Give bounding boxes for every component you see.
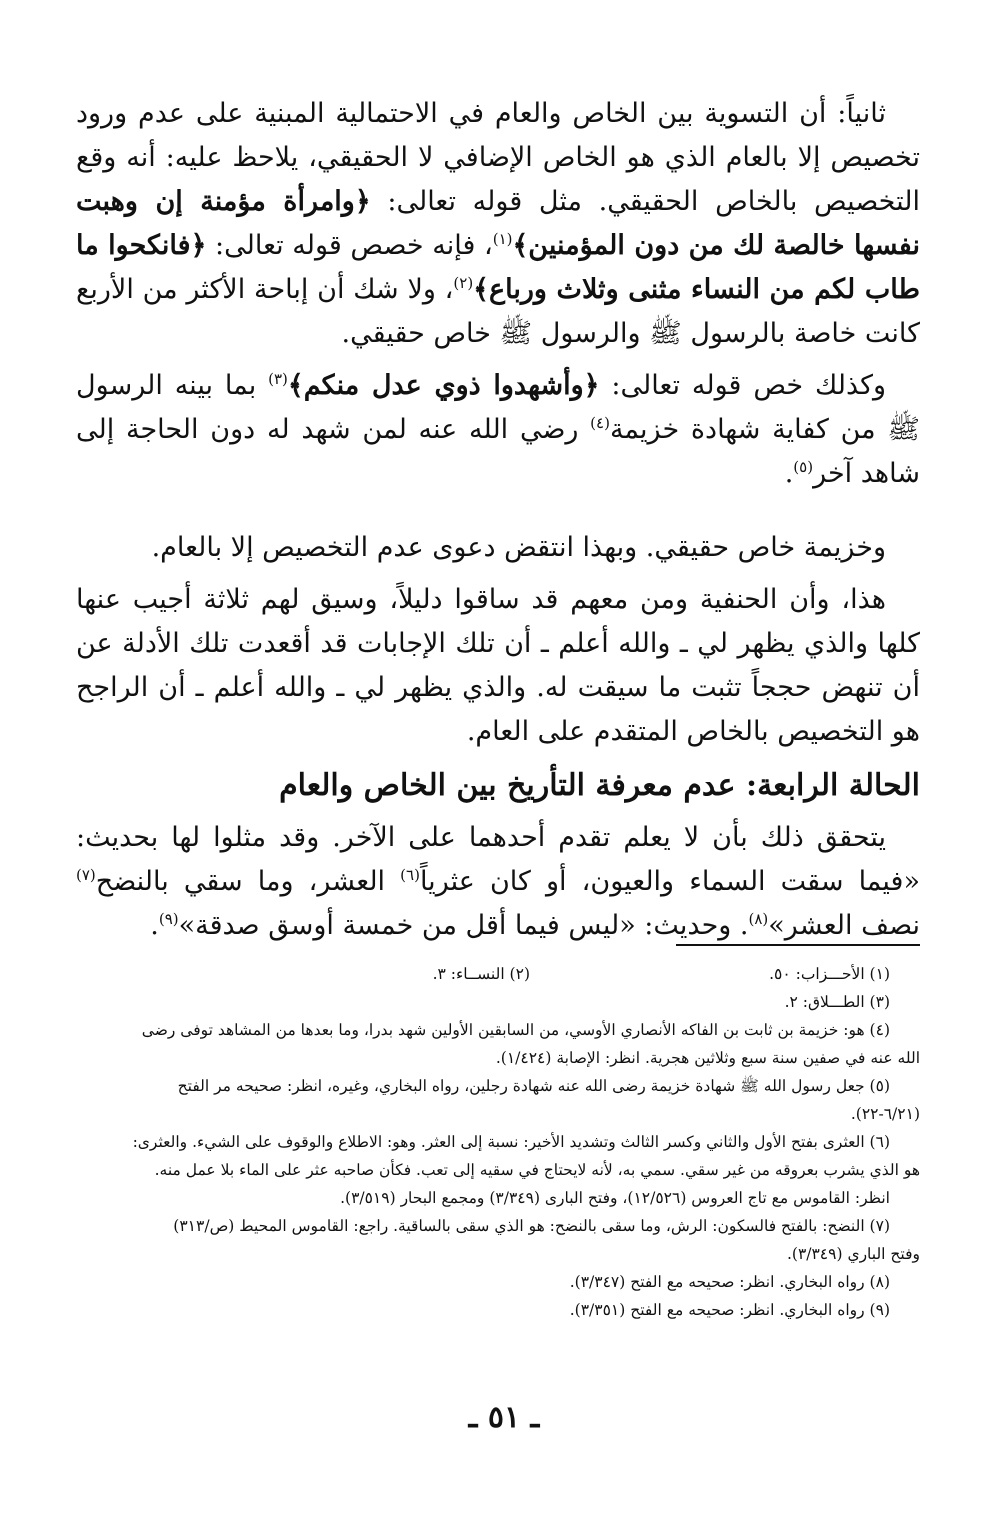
paragraph-text: يتحقق ذلك بأن لا يعلم تقدم أحدهما على الآخر. وقد مثلوا لها بحديث: «فيما سقت السماء والعيون، أو كان عثرياً bbox=[76, 822, 920, 897]
footnote-5-cont: (٦/٢١-٢٢). bbox=[850, 1105, 920, 1123]
paragraph-second-point bbox=[76, 92, 920, 356]
paragraph-text: . bbox=[784, 458, 794, 489]
footnote-6-ref: انظر: القاموس مع تاج العروس (١٢/٥٢٦)، وفتح البارى (٣/٣٤٩) ومجمع البحار (٣/٥١٩). bbox=[340, 1189, 890, 1207]
footnote-3: (٣) الطـــلاق: ٢. bbox=[784, 993, 890, 1011]
footnote-2: (٢) النســاء: ٣. bbox=[432, 965, 530, 983]
quran-quote: ﴿فانكحوا ما طاب لكم من النساء مثنى وثلاث ورباع﴾ bbox=[76, 230, 921, 305]
quran-quote: ﴿وامرأة مؤمنة إن وهبت نفسها خالصة لك من دون المؤمنين﴾ bbox=[76, 186, 920, 261]
paragraph-text: رضي الله عنه لمن شهد له دون الحاجة إلى شاهد آخر bbox=[76, 414, 920, 489]
footnote-marker: (٦) bbox=[400, 866, 420, 884]
footnotes bbox=[70, 960, 920, 1324]
paragraph-text: نصف العشر» bbox=[768, 910, 920, 941]
paragraph-khuzayma bbox=[76, 364, 920, 496]
footnote-5: (٥) جعل رسول الله ﷺ شهادة خزيمة رضى الله عنه شهادة رجلين، رواه البخاري، وغيره، انظر: صحيحه مر الفتح bbox=[177, 1077, 890, 1095]
footnote-4: (٤) هو: خزيمة بن ثابت بن الفاكه الأنصاري الأوسي، من السابقين الأولين شهد بدرا، وما بعدها من المشاهد توفى رضى bbox=[141, 1021, 890, 1039]
paragraph-text: ثانياً: أن التسوية بين الخاص والعام في الاحتمالية المبنية على عدم ورود تخصيص إلا بالعام الذي هو الخاص الإضافي لا الحقيقي، يلاحظ عليه: أنه وقع التخصيص بالخاص الحقيقي. مثل قوله تعالى: bbox=[76, 98, 920, 217]
footnote-marker: (٥) bbox=[793, 458, 814, 476]
footnote-8: (٨) رواه البخاري. انظر: صحيحه مع الفتح (٣/٣٤٧). bbox=[569, 1273, 890, 1291]
quran-quote: ﴿وأشهدوا ذوي عدل منكم﴾ bbox=[287, 370, 600, 401]
paragraph-text: بما بينه الرسول ﷺ من كفاية شهادة خزيمة bbox=[76, 370, 920, 445]
paragraph-text: وكذلك خص قوله تعالى: bbox=[611, 370, 887, 401]
footnote-7: (٧) النضح: بالفتح فالسكون: الرش، وما سقى بالنضح: هو الذي سقى بالساقية. راجع: القاموس المحيط (ص/٣١٣) bbox=[173, 1217, 890, 1235]
paragraph-conclusion: وخزيمة خاص حقيقي. وبهذا انتقض دعوى عدم التخصيص إلا بالعام. bbox=[151, 532, 886, 563]
footnote-marker: (٣) bbox=[268, 370, 288, 388]
footnote-marker: (٢) bbox=[453, 274, 474, 292]
footnote-6-cont: هو الذي يشرب بعروقه من غير سقي. سمي به، لأنه لايحتاج في سقيه إلى تعب. فكأن صاحبه عثر على الماء بلا عمل منه. bbox=[154, 1161, 920, 1179]
paragraph-hanafi: هذا، وأن الحنفية ومن معهم قد ساقوا دليلاً، وسيق لهم ثلاثة أجيب عنها كلها والذي يظهر لي ـ والله أعلم ـ أن تلك الإجابات قد أقعدت تلك الأدلة عن أن تنهض حججاً تثبت ما سيقت له. والذي يظهر لي ـ والله أعلم ـ أن الراجح هو التخصيص بالخاص المتقدم على العام. bbox=[76, 584, 920, 747]
paragraph-text: العشر، وما سقي بالنضح bbox=[95, 866, 401, 897]
footnote-marker: (٩) bbox=[158, 910, 179, 928]
footnote-marker: (٧) bbox=[76, 866, 96, 884]
footnote-divider bbox=[676, 944, 920, 946]
section-heading: الحالة الرابعة: عدم معرفة التأريخ بين الخاص والعام bbox=[279, 768, 920, 803]
paragraph-text: ، فإنه خصص قوله تعالى: bbox=[215, 230, 493, 261]
paragraph-fourth-case bbox=[76, 816, 920, 948]
footnote-marker: (١) bbox=[492, 230, 513, 248]
paragraph-text: ، ولا شك أن إباحة الأكثر من الأربع كانت خاصة بالرسول ﷺ والرسول ﷺ خاص حقيقي. bbox=[76, 274, 920, 349]
page-number: ـ ٥١ ـ bbox=[468, 1400, 540, 1435]
footnote-7-cont: وفتح الباري (٣/٣٤٩). bbox=[786, 1245, 920, 1263]
footnote-1: (١) الأحـــزاب: ٥٠. bbox=[769, 965, 890, 983]
paragraph-text: . bbox=[150, 910, 159, 941]
footnote-9: (٩) رواه البخاري. انظر: صحيحه مع الفتح (٣/٣٥١). bbox=[569, 1301, 890, 1319]
paragraph-text: . وحديث: «ليس فيما أقل من خمسة أوسق صدقة» bbox=[178, 910, 749, 941]
footnote-marker: (٤) bbox=[590, 414, 610, 432]
footnote-6: (٦) العثرى بفتح الأول والثاني وكسر الثالث وتشديد الأخير: نسبة إلى العثر. وهو: الاطلاع والوقوف على الشيء. والعثرى: bbox=[132, 1133, 890, 1151]
footnote-row bbox=[70, 960, 920, 988]
footnote-marker: (٨) bbox=[748, 910, 769, 928]
footnote-4-cont: الله عنه في صفين سنة سبع وثلاثين هجرية. انظر: الإصابة (١/٤٢٤). bbox=[495, 1049, 920, 1067]
